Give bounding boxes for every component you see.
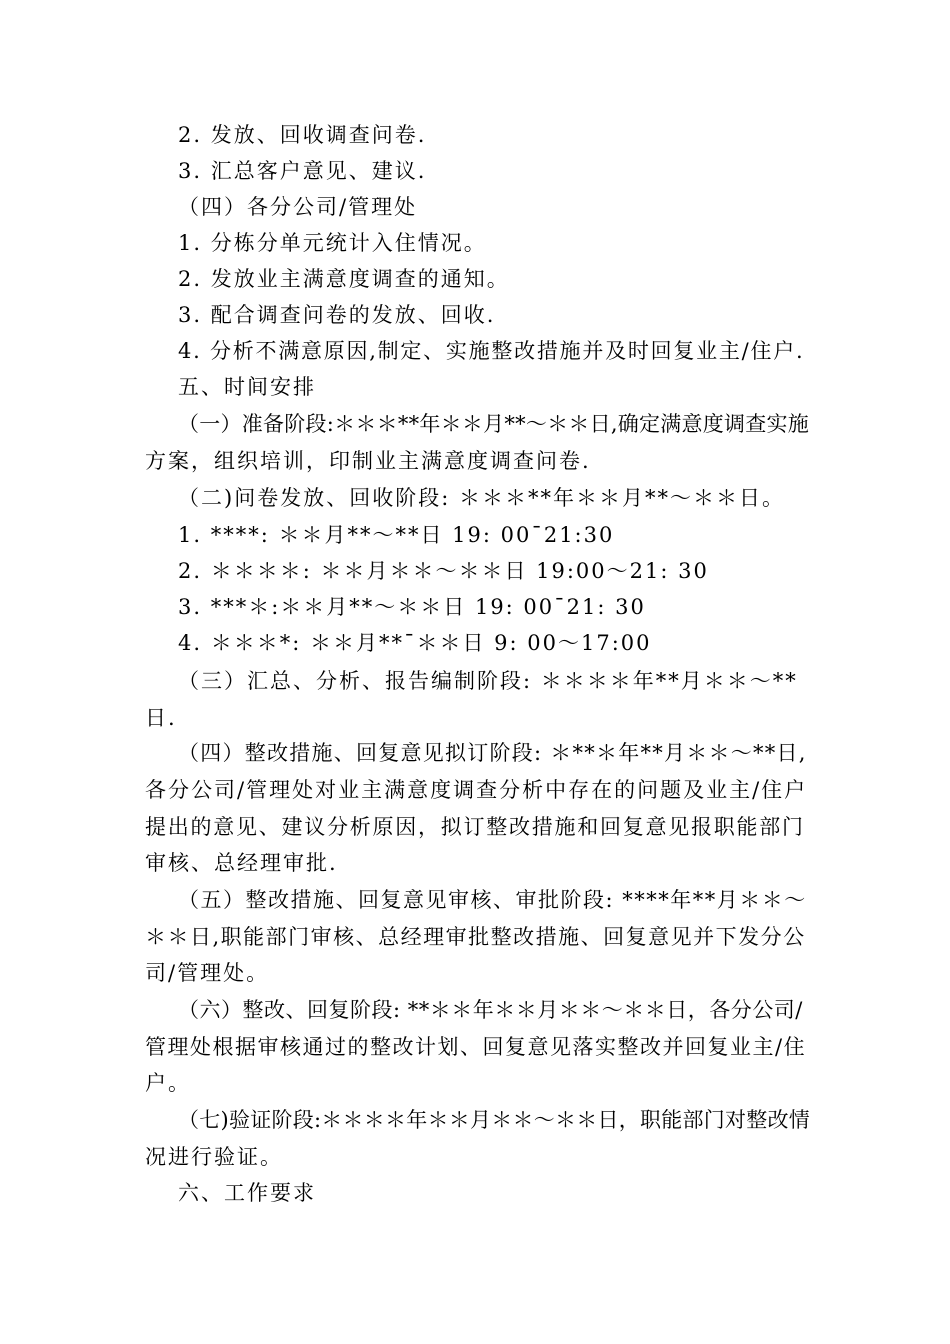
text-line: 管理处根据审核通过的整改计划、回复意见落实整改并回复业主/住: [145, 1035, 807, 1059]
text-line: （六）整改、回复阶段: **＊＊年＊＊月＊＊～＊＊日，各分公司/: [178, 998, 803, 1022]
text-line: ＊＊日,职能部门审核、总经理审批整改措施、回复意见并下发分公: [145, 925, 806, 949]
text-line: （七)验证阶段:＊＊＊＊年＊＊月＊＊～＊＊日，职能部门对整改情: [178, 1108, 811, 1132]
text-line: （四）各分公司/管理处: [178, 195, 418, 219]
text-line: （三）汇总、分析、报告编制阶段: ＊＊＊＊年**月＊＊～**: [178, 669, 798, 693]
text-line: 2. 发放、回收调查问卷.: [178, 123, 427, 147]
text-line: 4. 分析不满意原因,制定、实施整改措施并及时回复业主/住户.: [178, 339, 805, 363]
text-line: 4. ＊＊＊*: ＊＊月**¯＊＊日 9: 00～17:00: [178, 631, 652, 655]
text-line: 3. 汇总客户意见、建议.: [178, 159, 427, 183]
text-line: 审核、总经理审批.: [145, 851, 338, 875]
text-line: （一）准备阶段:＊＊＊**年＊＊月**～＊＊日,确定满意度调查实施: [178, 412, 809, 436]
text-line: 1. ****: ＊＊月**～**日 19: 00¯21:30: [178, 523, 615, 547]
text-line: 3. 配合调查问卷的发放、回收.: [178, 303, 496, 327]
text-line: 日.: [145, 706, 177, 730]
text-line: 提出的意见、建议分析原因，拟订整改措施和回复意见报职能部门: [145, 815, 805, 839]
text-line: 司/管理处。: [145, 961, 270, 985]
text-line: 3. ***＊:＊＊月**～＊＊日 19: 00¯21: 30: [178, 595, 646, 619]
text-line: （二)问卷发放、回收阶段: ＊＊＊**年＊＊月**～＊＊日。: [178, 486, 785, 510]
text-line: （四）整改措施、回复意见拟订阶段: ＊**＊年**月＊＊～**日,: [178, 741, 807, 765]
text-line: 方案，组织培训，印制业主满意度调查问卷.: [145, 449, 591, 473]
text-line: 2. ＊＊＊＊: ＊＊月＊＊～＊＊日 19:00～21: 30: [178, 559, 709, 583]
text-line: 五、时间安排: [178, 375, 316, 399]
text-line: 户。: [145, 1071, 191, 1095]
text-line: 况进行验证。: [145, 1145, 283, 1169]
text-line: 六、工作要求: [178, 1181, 316, 1205]
text-line: 2. 发放业主满意度调查的通知。: [178, 267, 510, 291]
text-line: 各分公司/管理处对业主满意度调查分析中存在的问题及业主/住户: [145, 778, 808, 802]
text-line: （五）整改措施、回复意见审核、审批阶段: ****年**月＊＊～: [178, 888, 807, 912]
text-line: 1. 分栋分单元统计入住情况。: [178, 231, 487, 255]
